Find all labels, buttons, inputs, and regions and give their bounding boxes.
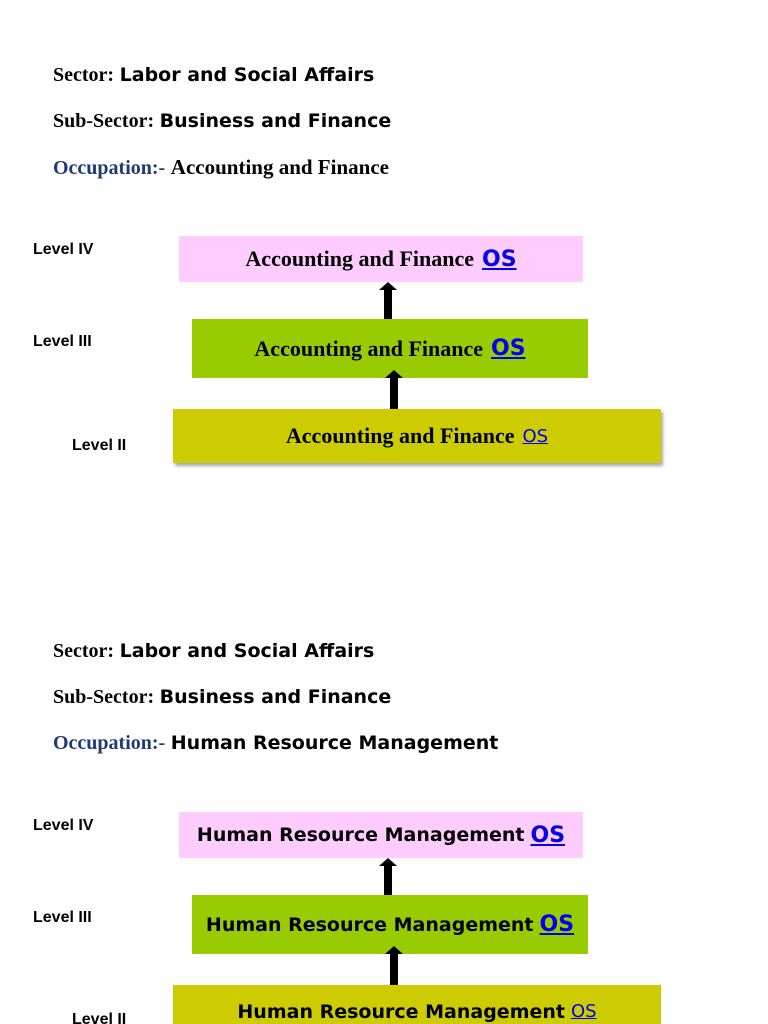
level-label-ii: Level II [72,1011,127,1024]
sector-line-1 [53,63,374,87]
subsector-value: Business and Finance [159,686,392,708]
level-label-iv: Level IV [33,817,94,834]
level-title: Accounting and Finance [245,246,475,271]
sector-value: Labor and Social Affairs [119,640,375,662]
level-label-iii: Level III [33,909,92,926]
subsector-line-1 [53,109,391,133]
occupation-key: Occupation:- [53,157,166,179]
sector-value: Labor and Social Affairs [119,64,375,86]
os-link[interactable]: OS [522,425,549,447]
subsector-key: Sub-Sector: [53,686,155,708]
occupation-key: Occupation:- [53,732,166,754]
os-link[interactable]: OS [571,1001,597,1022]
level-title: Human Resource Management [196,824,525,846]
occupation-line-1 [53,155,389,180]
level-title: Human Resource Management [205,913,534,936]
level-label-iv: Level IV [33,241,94,258]
subsector-line-2 [53,685,391,709]
sector-key: Sector: [53,640,115,662]
level-box-iv [179,812,583,858]
sector-line-2 [53,639,374,663]
level-label-ii: Level II [72,437,127,454]
subsector-key: Sub-Sector: [53,110,155,132]
occupation-line-2 [53,731,498,755]
occupation-value: Human Resource Management [170,732,499,754]
level-title: Accounting and Finance [254,335,484,361]
os-link[interactable]: OS [491,336,526,361]
level-title: Human Resource Management [237,1001,565,1023]
level-title: Accounting and Finance [285,423,515,448]
os-link[interactable]: OS [539,912,575,937]
level-label-iii: Level III [33,333,92,350]
level-box-iv [179,236,583,282]
subsector-value: Business and Finance [159,110,392,132]
os-link[interactable]: OS [482,246,517,272]
level-box-ii [173,985,661,1024]
occupation-value: Accounting and Finance [170,155,389,179]
sector-key: Sector: [53,64,115,86]
os-link[interactable]: OS [530,822,566,848]
level-box-ii [173,409,661,463]
